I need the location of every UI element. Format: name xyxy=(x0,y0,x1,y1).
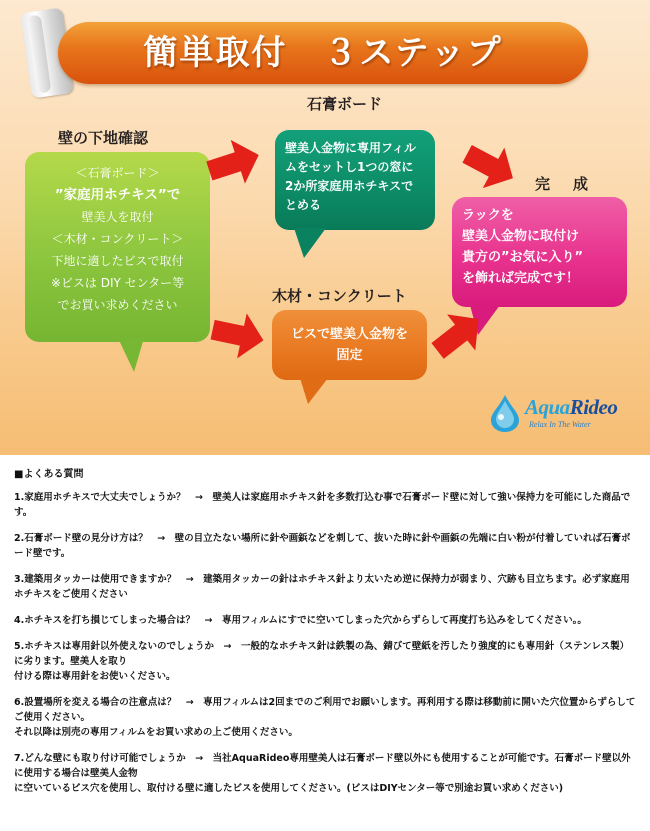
faq-question-7: 7.どんな壁にも取り付け可能でしょうか → 当社AquaRideo専用壁美人は石膏ボード壁以外にも使用することが可能です。石膏ボード壁以外に使用する場合は壁美人金物 xyxy=(14,753,631,779)
faq-item xyxy=(14,572,636,602)
faq-item xyxy=(14,639,636,684)
bubble-orange-line-1: ビスで壁美人金物を xyxy=(290,327,408,342)
heading-wall-check: 壁の下地確認 xyxy=(58,129,149,147)
bubble-wall-check xyxy=(25,152,210,342)
faq-question-5: 5.ホチキスは専用針以外使えないのでしょうか → 一般的なホチキス針は鉄製の為、錆びて壁紙を汚したり強度的にも専用針（ステンレス製）に劣ります。壁美人を取り xyxy=(14,641,630,667)
arrow-to-complete-icon xyxy=(456,133,524,198)
bubble-green-line-7: でお買い求めください xyxy=(57,298,178,312)
bubble-gypsum-step-tail xyxy=(294,228,326,258)
heading-complete: 完 成 xyxy=(535,175,593,193)
faq-title: ■よくある質問 xyxy=(14,469,84,480)
bubble-pink-line-1: ラックを xyxy=(462,208,514,223)
bubble-teal-line-4: とめる xyxy=(285,198,322,212)
bubble-wood-step xyxy=(272,310,427,380)
banner-title: 簡単取付 ３ステップ xyxy=(143,33,503,73)
faq-question-5-line2: 付ける際は専用針をお使いください。 xyxy=(14,671,176,682)
heading-wood-concrete: 木材・コンクリート xyxy=(272,287,407,305)
faq-item xyxy=(14,531,636,561)
bubble-pink-line-2: 壁美人金物に取付け xyxy=(462,229,580,244)
bubble-pink-line-3: 貴方の”お気に入り” xyxy=(462,250,584,265)
faq-item xyxy=(14,751,636,796)
arrow-to-gypsum-icon xyxy=(202,133,266,193)
bubble-green-line-1: ＜石膏ボード＞ xyxy=(75,166,160,180)
faq-section xyxy=(0,455,650,831)
arrow-to-wood-icon xyxy=(208,307,268,363)
bubble-green-line-2: ”家庭用ホチキス”で xyxy=(54,187,181,203)
bubble-pink-line-4: を飾れば完成です！ xyxy=(462,271,580,286)
bubble-teal-line-3: 2か所家庭用ホチキスで xyxy=(285,179,414,193)
heading-gypsum-board: 石膏ボード xyxy=(307,95,383,113)
faq-question-3: 3.建築用タッカーは使用できますか？ → 建築用タッカーの針はホチキス針より太いため逆に保持力が弱まり、穴跡も目立ちます。必ず家庭用ホチキスをご使用ください xyxy=(14,574,630,600)
bubble-complete-step xyxy=(452,197,627,307)
bubble-orange-line-2: 固定 xyxy=(336,348,363,363)
faq-question-4: 4.ホチキスを打ち損じてしまった場合は？ → 専用フィルムにすでに空いてしまった穴からずらして再度打ち込みをしてください。。 xyxy=(14,615,587,626)
bubble-teal-line-1: 壁美人金物に専用フィル xyxy=(285,141,417,155)
bubble-green-line-6: ※ビスは DIY センター等 xyxy=(50,276,185,290)
bubble-green-line-5: 下地に適したビスで取付 xyxy=(51,254,184,268)
bubble-teal-line-2: ムをセットし1つの窓に xyxy=(285,160,414,174)
faq-question-6-line2: それ以降は別売の専用フィルムをお買い求めの上ご使用ください。 xyxy=(14,727,298,738)
faq-item xyxy=(14,490,636,520)
bubble-green-line-4: ＜木材・コンクリート＞ xyxy=(51,232,184,246)
faq-question-2: 2.石膏ボード壁の見分け方は？ → 壁の目立たない場所に針や画鋲などを刺して、抜いた時に針や画鋲の先端に白い粉が付着していれば石膏ボード壁です。 xyxy=(14,533,631,559)
logo-wordmark xyxy=(525,395,617,420)
faq-question-1: 1.家庭用ホチキスで大丈夫でしょうか？ → 壁美人は家庭用ホチキス針を多数打込む事で石膏ボード壁に対して強い保持力を可能にした商品です。 xyxy=(14,492,631,518)
logo-tagline: Relax In The Water xyxy=(529,420,591,429)
faq-item xyxy=(14,695,636,740)
faq-item xyxy=(14,613,636,628)
logo xyxy=(487,393,639,441)
water-drop-icon xyxy=(487,393,523,433)
bubble-wall-check-tail xyxy=(118,338,144,372)
faq-question-7-line2: に空いているビス穴を使用し、取付ける壁に適したビスを使用してください。(ビスはDIYセンター等で別途お買い求めください) xyxy=(14,783,564,794)
bubble-green-line-3: 壁美人を取付 xyxy=(81,210,154,224)
faq-question-6: 6.設置場所を変える場合の注意点は？ → 専用フィルムは2回までのご利用でお願いします。再利用する際は移動前に開いた穴位置からずらしてご使用ください。 xyxy=(14,697,636,723)
logo-name-part2: Rideo xyxy=(569,395,618,419)
banner xyxy=(58,22,588,84)
bubble-wood-step-tail xyxy=(300,378,328,404)
logo-name-part1: Aqua xyxy=(525,395,570,419)
bubble-gypsum-step xyxy=(275,130,435,230)
